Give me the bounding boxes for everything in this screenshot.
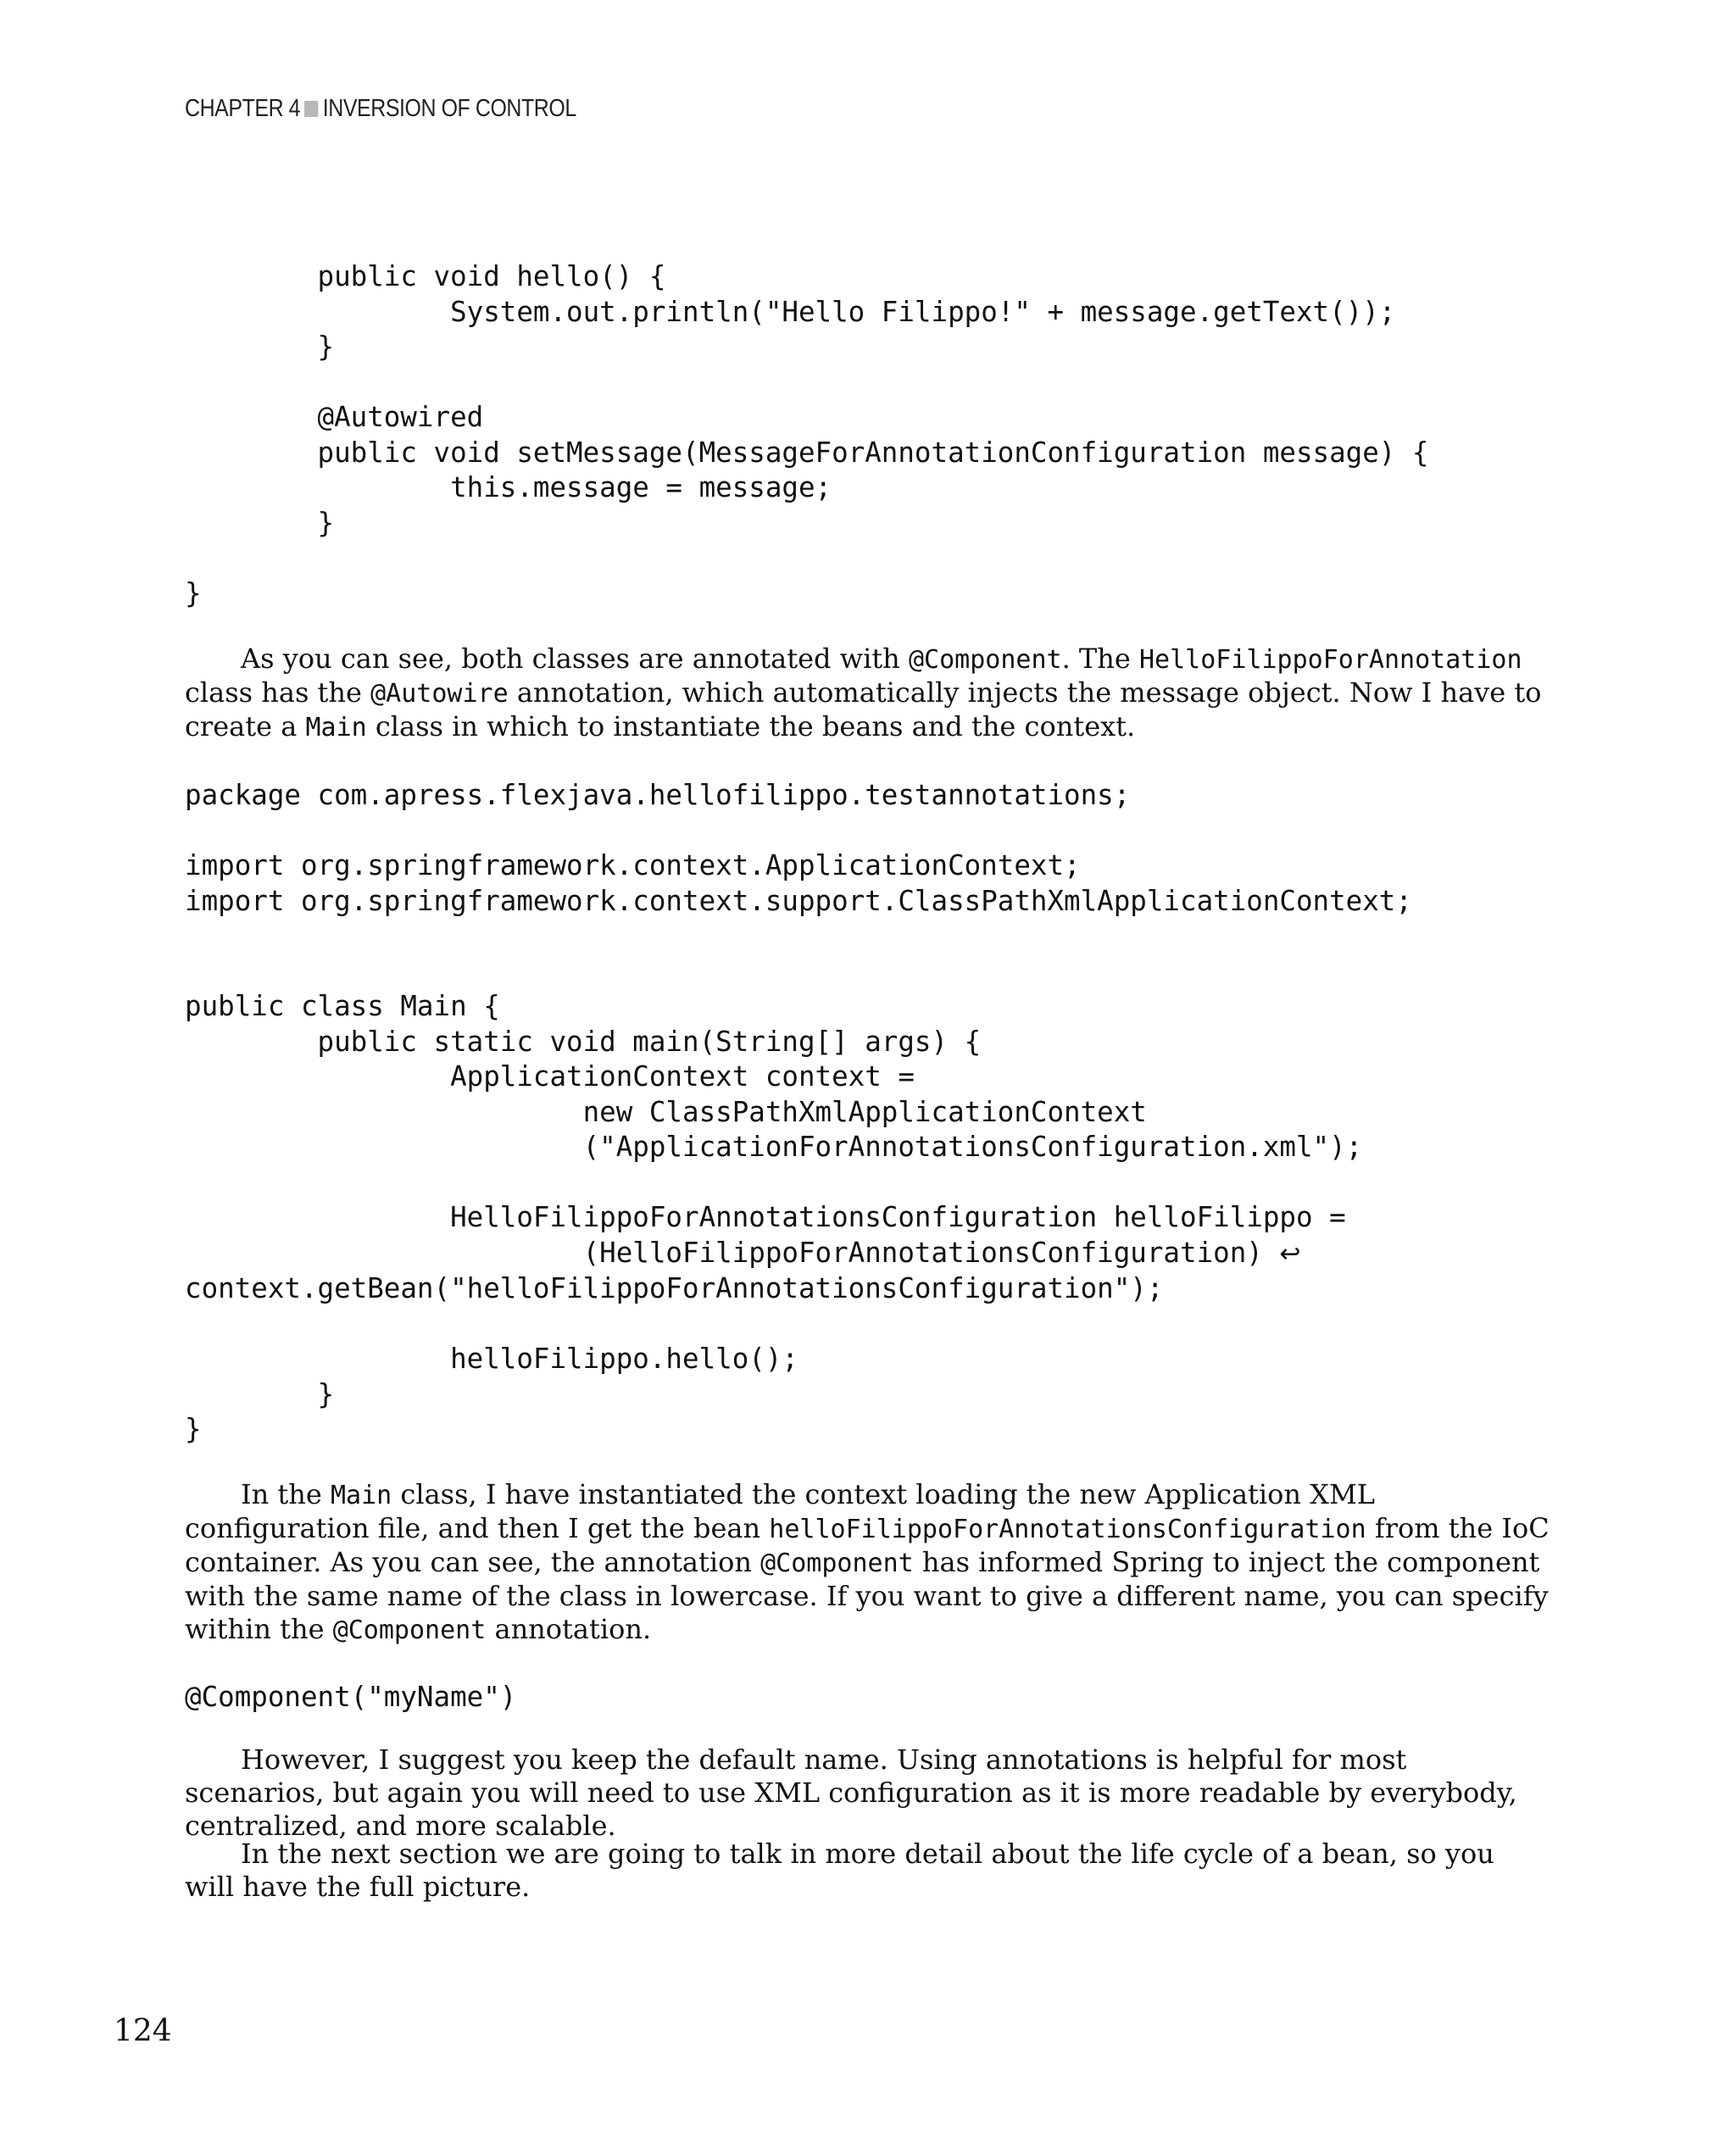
code-line: } <box>185 331 335 363</box>
paragraph-default-name-advice: However, I suggest you keep the default name. Using annotations is helpful for most scenarios, but again you will need to use XML configuration as it is more readable by everybody, centralized, and more scalable. <box>185 1743 1517 1842</box>
paragraph-main-class-explanation: In the Main class, I have instantiated the context loading the new Application XML configuration file, and then I get the bean helloFilippoForAnnotationsConfiguration from the IoC container. As you can see, the annotation @Component has informed Spring to inject the component with the same name of the class in lowercase. If you want to give a different name, you can specify within the @Component annotation. <box>185 1478 1550 1645</box>
code-line: public class Main { <box>185 990 500 1022</box>
paragraph-component-annotation: As you can see, both classes are annotated with @Component. The HelloFilippoForAnnotation class has the @Autowire annotation, which automatically injects the message object. Now I have to create a Main class in which to instantiate the beans and the context. <box>185 642 1542 742</box>
code-line: public void setMessage(MessageForAnnotationConfiguration message) { <box>185 436 1429 469</box>
code-line: System.out.println("Hello Filippo!" + message.getText()); <box>185 295 1396 328</box>
paragraph-next-section: In the next section we are going to talk in more detail about the life cycle of a bean, so you will have the full picture. <box>185 1838 1494 1903</box>
code-line: HelloFilippoForAnnotationsConfiguration helloFilippo = <box>185 1201 1346 1233</box>
code-line: } <box>185 576 202 609</box>
chapter-label: CHAPTER 4 <box>185 95 301 122</box>
code-line: import org.springframework.context.support.ClassPathXmlApplicationContext; <box>185 884 1412 917</box>
code-line: this.message = message; <box>185 471 832 503</box>
code-block-component-name <box>185 1680 516 1716</box>
code-line: (HelloFilippoForAnnotationsConfiguration) <box>185 1236 1280 1269</box>
code-block-main-class <box>185 778 1412 1448</box>
code-line: import org.springframework.context.ApplicationContext; <box>185 849 1081 881</box>
code-line: @Component("myName") <box>185 1681 517 1713</box>
running-header <box>185 95 576 123</box>
line-continuation-arrow-icon: ↩ <box>1279 1238 1301 1269</box>
code-line: ApplicationContext context = <box>185 1060 915 1093</box>
page-number: 124 <box>114 2014 172 2049</box>
chapter-title: INVERSION OF CONTROL <box>322 95 576 122</box>
code-line: } <box>185 506 335 539</box>
code-line: package com.apress.flexjava.hellofilippo.testannotations; <box>185 779 1131 811</box>
code-line: @Autowired <box>185 401 484 433</box>
code-line: } <box>185 1377 335 1410</box>
code-block-hello-methods <box>185 259 1429 611</box>
code-line: new ClassPathXmlApplicationContext <box>185 1095 1147 1128</box>
code-line: public void hello() { <box>185 260 666 292</box>
code-line: ("ApplicationForAnnotationsConfiguration.xml"); <box>185 1131 1363 1163</box>
code-line: helloFilippo.hello(); <box>185 1343 798 1375</box>
code-line: public static void main(String[] args) { <box>185 1025 982 1058</box>
code-line: context.getBean("helloFilippoForAnnotationsConfiguration"); <box>185 1272 1164 1304</box>
code-line: } <box>185 1413 202 1445</box>
header-separator-square <box>304 101 318 117</box>
